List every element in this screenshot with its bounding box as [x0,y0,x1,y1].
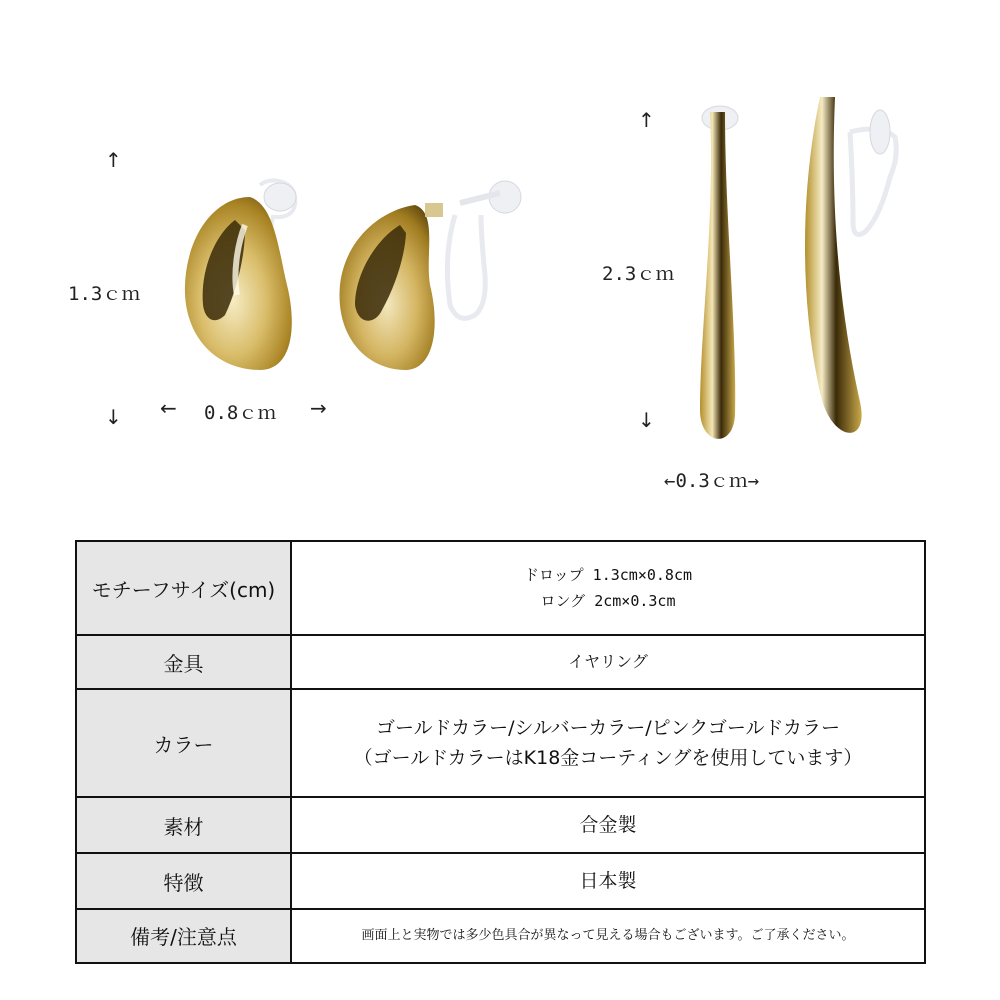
row-label: モチーフサイズ(cm) [76,541,291,635]
row-value [291,689,925,797]
table-row-features [76,853,925,909]
drop-height-arrow-down: ↓ [105,405,122,429]
value-line: ドロップ 1.3cm×0.8cm [523,566,693,585]
drop-width-arrow-left: ← [160,396,177,420]
table-row-fittings [76,635,925,689]
value-line: イヤリング [568,652,648,672]
drop-width-label: 0.8ｃｍ [204,402,277,424]
long-earring-right-image [795,92,905,452]
row-value [291,541,925,635]
value-line: 合金製 [579,814,637,837]
row-label: 備考/注意点 [76,909,291,963]
spec-table [75,540,926,964]
table-row-material [76,797,925,853]
row-label: 素材 [76,797,291,853]
drop-earring-right-image [330,175,530,375]
long-height-arrow-up: ↑ [638,108,655,132]
value-line: 画面上と実物では多少色具合が異なって見える場合もございます。ご了承ください。 [361,927,855,943]
value-line: ゴールドカラー/シルバーカラー/ピンクゴールドカラー [376,717,840,740]
value-line: ロング 2cm×0.3cm [540,592,676,611]
drop-height-arrow-up: ↑ [105,148,122,172]
drop-height-label: 1.3ｃｍ [68,283,141,305]
row-label: 特徴 [76,853,291,909]
table-row-notes [76,909,925,963]
row-label: 金具 [76,635,291,689]
row-value [291,635,925,689]
long-height-arrow-down: ↓ [638,408,655,432]
drop-width-arrow-right: → [310,396,327,420]
value-line: （ゴールドカラーはK18金コーティングを使用しています） [353,747,863,770]
row-value [291,853,925,909]
drop-earring-left-image [175,175,315,375]
row-value [291,909,925,963]
long-width-label: ←0.3ｃｍ→ [664,470,760,492]
long-earring-left-image [695,100,755,460]
row-value [291,797,925,853]
row-label: カラー [76,689,291,797]
long-height-label: 2.3ｃｍ [602,263,675,285]
table-row-color [76,689,925,797]
table-row-motif-size [76,541,925,635]
value-line: 日本製 [579,870,637,892]
